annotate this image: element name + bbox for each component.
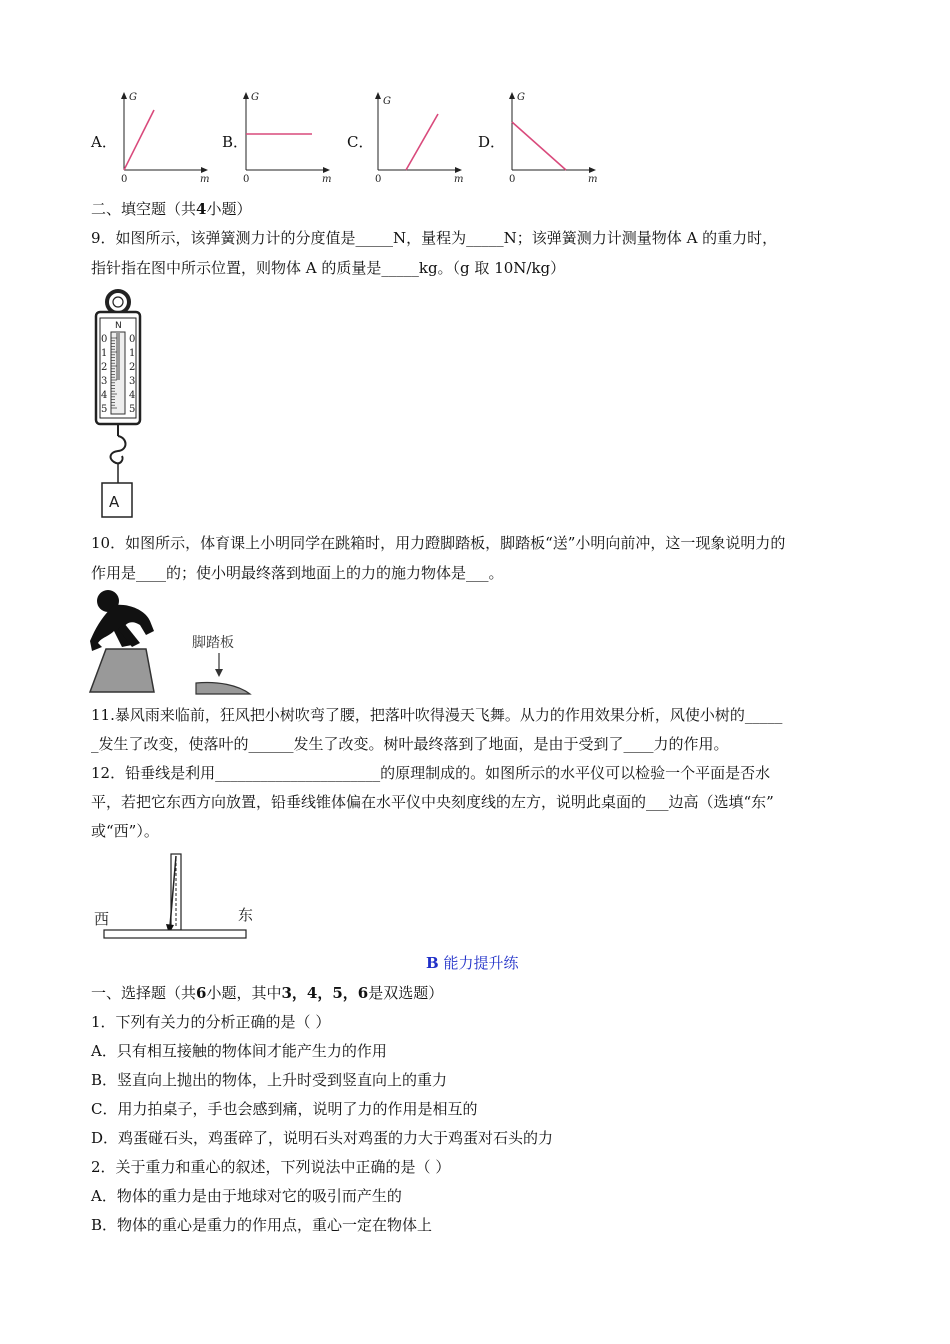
qb1-option-c: C．用力拍桌子，手也会感到痛，说明了力的作用是相互的: [91, 1100, 478, 1118]
origin-label: 0: [121, 174, 128, 185]
option-b-label: B．: [222, 133, 249, 151]
vaulting-figure: [88, 587, 258, 697]
axis-m-label: m: [322, 174, 332, 185]
axis-m-label: m: [200, 174, 210, 185]
level-figure: [88, 848, 258, 943]
scale-num-right: 1: [129, 348, 136, 359]
q10-line-1: 10．如图所示，体育课上小明同学在跳箱时，用力蹬脚踏板，脚踏板“送”小明向前冲，这一现象说明力的: [91, 534, 786, 552]
graph-c-line: [406, 114, 438, 170]
q9-line-1: 9．如图所示，该弹簧测力计的分度值是_____N，量程为_____N；该弹簧测力计测量物体 A 的重力时，: [91, 229, 778, 247]
origin-label: 0: [509, 174, 516, 185]
east-label: 东: [238, 906, 254, 924]
qb1-option-b: B．竖直向上抛出的物体，上升时受到竖直向上的重力: [91, 1071, 448, 1089]
q10-line-2: 作用是____的；使小明最终落到地面上的力的施力物体是___。: [91, 564, 504, 582]
qb2-option-a: A．物体的重力是由于地球对它的吸引而产生的: [91, 1187, 402, 1205]
qb1-stem: 1．下列有关力的分析正确的是（ ）: [91, 1013, 331, 1031]
board-label: 脚踏板: [192, 635, 234, 651]
axis-g-label: G: [129, 92, 137, 103]
scale-unit-label: N: [115, 321, 122, 331]
section-2-heading: 二、填空题（共4小题）: [91, 200, 252, 218]
scale-num-left: 5: [101, 404, 108, 415]
axis-g-label: G: [383, 96, 391, 107]
q11-line-2: _发生了改变，使落叶的______发生了改变。树叶最终落到了地面，是由于受到了____力的作用。: [91, 735, 729, 753]
scale-num-right: 3: [129, 376, 136, 387]
spring-scale-figure: [90, 288, 150, 523]
springboard: [196, 682, 250, 694]
option-a-label: A．: [91, 133, 117, 151]
axis-m-label: m: [454, 174, 464, 185]
graph-b: [234, 90, 334, 185]
qb2-stem: 2．关于重力和重心的叙述，下列说法中正确的是（ ）: [91, 1158, 451, 1176]
axis-m-label: m: [588, 174, 598, 185]
axis-g-label: G: [517, 92, 525, 103]
graph-c: [366, 90, 466, 185]
scale-num-right: 0: [129, 334, 136, 345]
graph-d: [500, 90, 600, 185]
graph-a-line: [124, 110, 154, 170]
scale-num-right: 2: [129, 362, 136, 373]
option-d-label: D．: [478, 133, 506, 151]
scale-num-left: 1: [101, 348, 108, 359]
scale-num-left: 0: [101, 334, 108, 345]
qb2-option-b: B．物体的重心是重力的作用点，重心一定在物体上: [91, 1216, 433, 1234]
q12-line-1: 12．铅垂线是利用______________________的原理制成的。如图所示的水平仪可以检验一个平面是否水: [91, 764, 771, 782]
scale-num-left: 3: [101, 376, 108, 387]
qb1-option-a: A．只有相互接触的物体间才能产生力的作用: [91, 1042, 387, 1060]
option-c-label: C．: [347, 133, 374, 151]
qb1-option-d: D．鸡蛋碰石头，鸡蛋碎了，说明石头对鸡蛋的力大于鸡蛋对石头的力: [91, 1129, 554, 1147]
q12-line-2: 平，若把它东西方向放置，铅垂线锥体偏在水平仪中央刻度线的左方，说明此桌面的___边高（选填“东”: [91, 793, 774, 811]
graph-d-line: [512, 122, 566, 170]
section-b1-heading: 一、选择题（共6小题，其中3，4，5，6是双选题）: [91, 984, 444, 1002]
q12-line-3: 或“西”）。: [91, 822, 159, 840]
block-a-label: A: [109, 493, 120, 511]
scale-num-right: 5: [129, 404, 136, 415]
axis-g-label: G: [251, 92, 259, 103]
q11-line-1: 11.暴风雨来临前，狂风把小树吹弯了腰，把落叶吹得漫天飞舞。从力的作用效果分析，风使小树的_____: [91, 706, 783, 724]
scale-num-right: 4: [129, 390, 136, 401]
q9-line-2: 指针指在图中所示位置，则物体 A 的质量是_____kg。（g 取 10N/kg）: [91, 259, 566, 277]
graph-a: [112, 90, 212, 185]
origin-label: 0: [243, 174, 250, 185]
part-b-heading: B 能力提升练: [426, 954, 519, 972]
origin-label: 0: [375, 174, 382, 185]
west-label: 西: [94, 910, 110, 928]
scale-num-left: 2: [101, 362, 108, 373]
scale-num-left: 4: [101, 390, 108, 401]
